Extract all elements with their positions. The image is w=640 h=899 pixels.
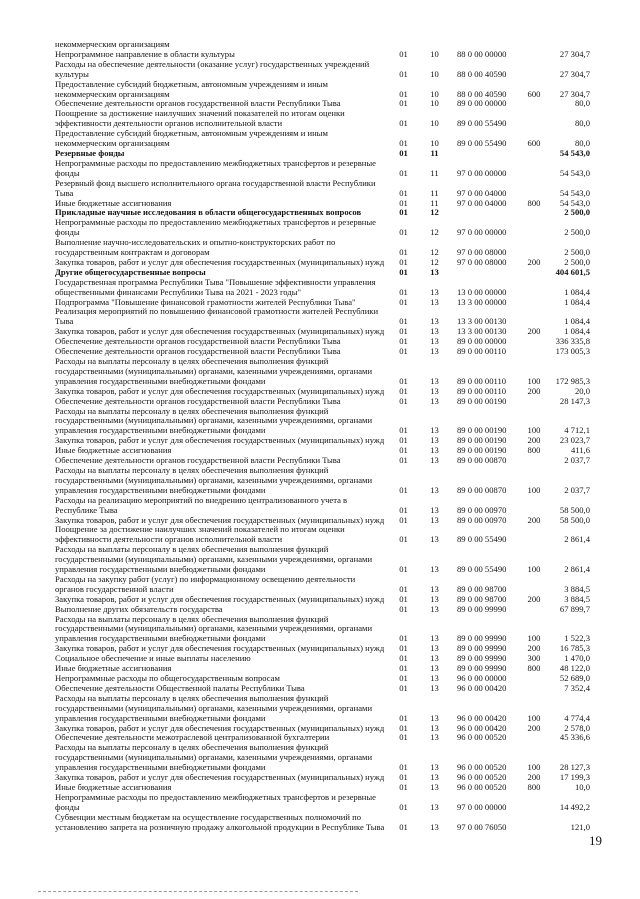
row-vr-code: 800: [527, 663, 541, 674]
row-csr-code: 89 0 00 55490: [457, 564, 507, 575]
row-csr-code: 96 0 00 00520: [457, 732, 507, 743]
row-amount: 54 543,0: [559, 167, 590, 178]
row-rz-code: 01: [399, 781, 408, 792]
row-rz-code: 01: [399, 296, 408, 307]
row-vr-code: 100: [527, 712, 541, 723]
budget-row: [0, 575, 640, 595]
row-name: Непрограммные расходы по предоставлению межбюджетных трансфертов и резервные фонды: [55, 791, 376, 812]
row-amount: 23 023,7: [559, 435, 590, 446]
row-rz-code: 01: [399, 712, 408, 723]
row-rz-code: 01: [399, 762, 408, 773]
row-pr-code: 13: [430, 425, 439, 436]
row-amount: 28 127,3: [559, 762, 590, 773]
row-pr-code: 13: [430, 395, 439, 406]
row-vr-code: 200: [527, 256, 541, 267]
row-pr-code: 12: [430, 227, 439, 238]
row-csr-code: 89 0 00 00190: [457, 395, 507, 406]
row-amount: 54 543,0: [559, 187, 590, 198]
row-csr-code: 89 0 00 00000: [457, 98, 507, 109]
row-csr-code: 97 0 00 00000: [457, 227, 507, 238]
budget-row: [0, 129, 640, 149]
row-rz-code: 01: [399, 118, 408, 129]
row-amount: 1 084,4: [564, 286, 590, 297]
row-vr-code: 800: [527, 197, 541, 208]
row-csr-code: 88 0 00 40590: [457, 88, 507, 99]
row-amount: 121,0: [570, 821, 590, 832]
row-pr-code: 13: [430, 673, 439, 683]
budget-row: [0, 159, 640, 179]
row-csr-code: 89 0 00 99990: [457, 603, 507, 614]
row-amount: 2 037,7: [564, 484, 590, 495]
row-csr-code: 13 3 00 00000: [457, 296, 507, 307]
row-csr-code: 89 0 00 99990: [457, 663, 507, 674]
row-vr-code: 300: [527, 653, 541, 664]
row-name: Закупка товаров, работ и услуг для обеспечения государственных (муниципальных) нужд: [55, 385, 385, 396]
row-csr-code: 96 0 00 00420: [457, 712, 507, 723]
row-csr-code: 89 0 00 98700: [457, 593, 507, 604]
row-name: Предоставление субсидий бюджетным, автономным учреждениям и иным некоммерческим организациям: [55, 128, 328, 149]
row-name: Резервные фонды: [55, 147, 125, 158]
row-amount: 2 578,0: [564, 722, 590, 733]
row-name: Выполнение других обязательств государства: [55, 603, 223, 614]
row-name: Иные бюджетные ассигнования: [55, 197, 172, 208]
row-pr-code: 13: [430, 801, 439, 812]
row-csr-code: 89 0 00 00110: [457, 375, 507, 386]
row-name: Обеспечение деятельности органов государственной власти Республики Тыва: [55, 395, 341, 406]
row-rz-code: 01: [399, 88, 408, 99]
budget-row: [0, 743, 640, 773]
row-rz-code: 01: [399, 801, 408, 812]
row-name: Предоставление субсидий бюджетным, автономным учреждениям и иным некоммерческим организациям: [55, 78, 328, 99]
row-csr-code: 89 0 00 99990: [457, 653, 507, 664]
row-rz-code: 01: [399, 435, 408, 446]
row-csr-code: 89 0 00 98700: [457, 583, 507, 594]
row-name: Поощрение за достижение наилучших значений показателей по итогам оценки эффективности деятельности органов исполнительной власти: [55, 524, 345, 545]
row-name: Субвенции местным бюджетам на осуществление государственных полномочий по установлению запрета на розничную продажу алкогольной продукции в Республике Тыва: [55, 811, 385, 832]
budget-row: [0, 615, 640, 645]
budget-row: [0, 218, 640, 238]
row-rz-code: 01: [399, 266, 408, 277]
row-amount: 3 884,5: [564, 583, 590, 594]
row-vr-code: 200: [527, 435, 541, 446]
row-amount: 1 470,0: [564, 653, 590, 664]
row-csr-code: 13 3 00 00130: [457, 316, 507, 327]
row-amount: 2 500,0: [564, 227, 590, 238]
row-amount: 16 785,3: [559, 643, 590, 654]
budget-row: [0, 357, 640, 387]
row-rz-code: 01: [399, 682, 408, 693]
row-name: Другие общегосударственные вопросы: [55, 266, 206, 277]
row-rz-code: 01: [399, 326, 408, 337]
row-csr-code: 89 0 00 00190: [457, 445, 507, 456]
row-rz-code: 01: [399, 336, 408, 347]
row-rz-code: 01: [399, 395, 408, 406]
row-csr-code: 89 0 00 99990: [457, 633, 507, 644]
row-rz-code: 01: [399, 316, 408, 327]
row-name: Непрограммное направление в области культуры: [55, 48, 235, 59]
row-amount: 54 543,0: [559, 147, 590, 158]
row-vr-code: 100: [527, 564, 541, 575]
row-pr-code: 13: [430, 762, 439, 773]
row-vr-code: 100: [527, 762, 541, 773]
budget-row: [0, 179, 640, 199]
budget-row: [0, 80, 640, 100]
row-name: Расходы на выплаты персоналу в целях обеспечения выполнения функций государственными (муниципальными) органами, казенными учреждениями, органами управления государственными внебюджетными фондами: [55, 742, 373, 773]
row-pr-code: 13: [430, 663, 439, 674]
row-name: Расходы на выплаты персоналу в целях обеспечения выполнения функций государственными (муниципальными) органами, казенными учреждениями, органами управления государственными внебюджетными фондами: [55, 544, 373, 575]
row-rz-code: 01: [399, 68, 408, 79]
row-vr-code: 600: [527, 88, 541, 99]
row-pr-code: 13: [430, 286, 439, 297]
row-pr-code: 10: [430, 98, 439, 109]
row-pr-code: 12: [430, 247, 439, 258]
row-rz-code: 01: [399, 425, 408, 436]
row-amount: 2 861,4: [564, 534, 590, 545]
row-amount: 2 500,0: [564, 207, 590, 218]
row-csr-code: 89 0 00 00870: [457, 455, 507, 466]
row-name: Иные бюджетные ассигнования: [55, 663, 172, 674]
row-amount: 80,0: [574, 98, 590, 109]
row-csr-code: 89 0 00 00190: [457, 425, 507, 436]
row-amount: 80,0: [574, 138, 590, 149]
row-vr-code: 100: [527, 425, 541, 436]
row-name: Государственная программа Республики Тыва "Повышение эффективности управления общественными финансами Республики Тыва на 2021 - 2023 годы": [55, 276, 376, 297]
row-pr-code: 13: [430, 296, 439, 307]
row-csr-code: 89 0 00 00970: [457, 504, 507, 515]
row-name: Прикладные научные исследования в области общегосударственных вопросов: [55, 207, 362, 218]
row-name: Иные бюджетные ассигнования: [55, 781, 172, 792]
row-amount: 80,0: [574, 118, 590, 129]
row-name: Расходы на обеспечение деятельности (оказание услуг) государственных учреждений культуры: [55, 58, 370, 79]
row-csr-code: 97 0 00 04000: [457, 197, 507, 208]
row-amount: 4 774,4: [564, 712, 590, 723]
row-pr-code: 13: [430, 266, 439, 277]
budget-row: [0, 278, 640, 298]
row-vr-code: 100: [527, 484, 541, 495]
row-pr-code: 10: [430, 68, 439, 79]
row-csr-code: 96 0 00 00520: [457, 772, 507, 783]
row-csr-code: 89 0 00 55490: [457, 138, 507, 149]
row-csr-code: 97 0 00 04000: [457, 187, 507, 198]
row-name: Поощрение за достижение наилучших значений показателей по итогам оценки эффективности деятельности органов исполнительной власти: [55, 108, 345, 129]
row-amount: 411,6: [570, 445, 590, 456]
row-pr-code: 13: [430, 593, 439, 604]
row-pr-code: 13: [430, 722, 439, 733]
row-name: Обеспечение деятельности органов государственной власти Республики Тыва: [55, 336, 341, 347]
row-vr-code: 200: [527, 772, 541, 783]
row-pr-code: 13: [430, 821, 439, 832]
row-rz-code: 01: [399, 514, 408, 525]
row-amount: 3 884,5: [564, 593, 590, 604]
row-pr-code: 13: [430, 653, 439, 664]
row-amount: 54 543,0: [559, 197, 590, 208]
row-amount: 58 500,0: [559, 504, 590, 515]
row-csr-code: 89 0 00 55490: [457, 118, 507, 129]
row-name: Закупка товаров, работ и услуг для обеспечения государственных (муниципальных) нужд: [55, 514, 385, 525]
budget-row: [0, 694, 640, 724]
budget-row: [0, 238, 640, 258]
row-rz-code: 01: [399, 633, 408, 644]
row-amount: 7 352,4: [564, 682, 590, 693]
row-amount: 2 500,0: [564, 256, 590, 267]
budget-row: [0, 525, 640, 545]
row-csr-code: 13 0 00 00000: [457, 286, 507, 297]
row-pr-code: 13: [430, 712, 439, 723]
row-vr-code: 200: [527, 385, 541, 396]
row-name: Закупка товаров, работ и услуг для обеспечения государственных (муниципальных) нужд: [55, 256, 385, 267]
row-csr-code: 89 0 00 55490: [457, 534, 507, 545]
row-amount: 58 500,0: [559, 514, 590, 525]
row-name: Резервный фонд высшего исполнительного органа государственной власти Республики Тыва: [55, 177, 376, 198]
row-amount: 1 084,4: [564, 326, 590, 337]
row-csr-code: 96 0 00 00000: [457, 673, 507, 683]
row-vr-code: 800: [527, 781, 541, 792]
row-name: Непрограммные расходы по общегосударственным вопросам: [55, 673, 280, 683]
row-pr-code: 13: [430, 336, 439, 347]
row-vr-code: 800: [527, 445, 541, 456]
row-amount: 2 500,0: [564, 247, 590, 258]
row-name: Закупка товаров, работ и услуг для обеспечения государственных (муниципальных) нужд: [55, 326, 385, 337]
row-rz-code: 01: [399, 247, 408, 258]
row-csr-code: 96 0 00 00520: [457, 762, 507, 773]
row-rz-code: 01: [399, 187, 408, 198]
row-amount: 27 304,7: [559, 48, 590, 59]
row-name: Расходы на реализацию мероприятий по внедрению централизованного учета в Республике Тыва: [55, 494, 348, 515]
row-vr-code: 200: [527, 643, 541, 654]
row-rz-code: 01: [399, 504, 408, 515]
row-pr-code: 13: [430, 583, 439, 594]
row-pr-code: 13: [430, 682, 439, 693]
row-pr-code: 11: [430, 147, 439, 158]
row-pr-code: 13: [430, 435, 439, 446]
row-rz-code: 01: [399, 603, 408, 614]
row-csr-code: 96 0 00 00420: [457, 682, 507, 693]
row-amount: 48 122,0: [559, 663, 590, 674]
row-amount: 4 712,1: [564, 425, 590, 436]
row-amount: 1 522,3: [564, 633, 590, 644]
budget-row: [0, 466, 640, 496]
row-vr-code: 200: [527, 326, 541, 337]
row-csr-code: 89 0 00 00970: [457, 514, 507, 525]
row-name: Расходы на выплаты персоналу в целях обеспечения выполнения функций государственными (муниципальными) органами, казенными учреждениями, органами управления государственными внебюджетными фондами: [55, 464, 373, 495]
row-csr-code: 89 0 00 00110: [457, 385, 507, 396]
row-pr-code: 13: [430, 781, 439, 792]
row-rz-code: 01: [399, 673, 408, 683]
row-pr-code: 13: [430, 346, 439, 357]
row-amount: 1 084,4: [564, 296, 590, 307]
row-amount: 1 084,4: [564, 316, 590, 327]
row-amount: 27 304,7: [559, 88, 590, 99]
row-name: Закупка товаров, работ и услуг для обеспечения государственных (муниципальных) нужд: [55, 643, 385, 654]
row-pr-code: 13: [430, 455, 439, 466]
row-pr-code: 11: [430, 167, 439, 178]
row-pr-code: 13: [430, 316, 439, 327]
row-name: Выполнение научно-исследовательских и опытно-конструкторских работ по государственным контрактам и договорам: [55, 237, 336, 258]
row-name: Закупка товаров, работ и услуг для обеспечения государственных (муниципальных) нужд: [55, 593, 385, 604]
budget-row: [0, 545, 640, 575]
row-vr-code: 100: [527, 375, 541, 386]
row-amount: 172 985,3: [555, 375, 590, 386]
row-pr-code: 12: [430, 207, 439, 218]
row-csr-code: 88 0 00 00000: [457, 48, 507, 59]
row-amount: 52 689,0: [559, 673, 590, 683]
row-name: Обеспечение деятельности межотраслевой централизованной бухгалтерии: [55, 732, 330, 743]
row-amount: 10,0: [574, 781, 590, 792]
row-vr-code: 200: [527, 514, 541, 525]
row-rz-code: 01: [399, 147, 408, 158]
row-name: Закупка товаров, работ и услуг для обеспечения государственных (муниципальных) нужд: [55, 772, 385, 783]
row-amount: 2 037,7: [564, 455, 590, 466]
row-pr-code: 10: [430, 118, 439, 129]
row-vr-code: 100: [527, 633, 541, 644]
row-pr-code: 13: [430, 732, 439, 743]
row-pr-code: 13: [430, 514, 439, 525]
row-rz-code: 01: [399, 583, 408, 594]
row-pr-code: 13: [430, 643, 439, 654]
row-vr-code: 600: [527, 138, 541, 149]
row-name: Непрограммные расходы по предоставлению межбюджетных трансфертов и резервные фонды: [55, 157, 376, 178]
row-pr-code: 13: [430, 385, 439, 396]
row-csr-code: 97 0 00 08000: [457, 247, 507, 258]
row-vr-code: 200: [527, 593, 541, 604]
row-csr-code: 97 0 00 76050: [457, 821, 507, 832]
row-name: Непрограммные расходы по предоставлению межбюджетных трансфертов и резервные фонды: [55, 217, 376, 238]
row-pr-code: 12: [430, 256, 439, 267]
row-pr-code: 13: [430, 564, 439, 575]
row-name: Закупка товаров, работ и услуг для обеспечения государственных (муниципальных) нужд: [55, 435, 385, 446]
row-rz-code: 01: [399, 286, 408, 297]
row-pr-code: 13: [430, 772, 439, 783]
row-rz-code: 01: [399, 256, 408, 267]
row-csr-code: 89 0 00 00190: [457, 435, 507, 446]
row-name: Иные бюджетные ассигнования: [55, 445, 172, 456]
row-name: Расходы на выплаты персоналу в целях обеспечения выполнения функций государственными (муниципальными) органами, казенными учреждениями, органами управления государственными внебюджетными фондами: [55, 613, 373, 644]
row-name: Обеспечение деятельности Общественной палаты Республики Тыва: [55, 682, 305, 693]
row-pr-code: 13: [430, 633, 439, 644]
row-csr-code: 13 3 00 00130: [457, 326, 507, 337]
row-pr-code: 13: [430, 534, 439, 545]
row-rz-code: 01: [399, 445, 408, 456]
row-amount: 14 492,2: [559, 801, 590, 812]
row-name: некоммерческим организациям: [55, 39, 170, 49]
row-rz-code: 01: [399, 534, 408, 545]
row-csr-code: 96 0 00 00420: [457, 722, 507, 733]
row-vr-code: 200: [527, 722, 541, 733]
row-amount: 336 335,8: [555, 336, 590, 347]
row-pr-code: 11: [430, 197, 439, 208]
budget-row: [0, 109, 640, 129]
row-name: Закупка товаров, работ и услуг для обеспечения государственных (муниципальных) нужд: [55, 722, 385, 733]
row-pr-code: 13: [430, 603, 439, 614]
row-rz-code: 01: [399, 346, 408, 357]
row-csr-code: 96 0 00 00520: [457, 781, 507, 792]
row-amount: 28 147,3: [559, 395, 590, 406]
row-rz-code: 01: [399, 732, 408, 743]
budget-row: [0, 307, 640, 327]
row-rz-code: 01: [399, 167, 408, 178]
row-rz-code: 01: [399, 643, 408, 654]
row-rz-code: 01: [399, 375, 408, 386]
row-pr-code: 10: [430, 48, 439, 59]
row-pr-code: 13: [430, 445, 439, 456]
row-rz-code: 01: [399, 484, 408, 495]
row-rz-code: 01: [399, 564, 408, 575]
row-rz-code: 01: [399, 385, 408, 396]
row-name: Социальное обеспечение и иные выплаты населению: [55, 653, 251, 664]
row-amount: 2 861,4: [564, 564, 590, 575]
row-amount: 27 304,7: [559, 68, 590, 79]
row-amount: 404 601,5: [555, 266, 590, 277]
row-pr-code: 13: [430, 326, 439, 337]
row-amount: 17 199,3: [559, 772, 590, 783]
row-csr-code: 97 0 00 08000: [457, 256, 507, 267]
row-rz-code: 01: [399, 455, 408, 466]
row-csr-code: 89 0 00 00110: [457, 346, 507, 357]
row-amount: 20,0: [574, 385, 590, 396]
row-rz-code: 01: [399, 98, 408, 109]
row-rz-code: 01: [399, 593, 408, 604]
budget-row: [0, 813, 640, 833]
row-rz-code: 01: [399, 48, 408, 59]
row-rz-code: 01: [399, 197, 408, 208]
row-pr-code: 13: [430, 375, 439, 386]
row-csr-code: 97 0 00 00000: [457, 801, 507, 812]
row-amount: 67 899,7: [559, 603, 590, 614]
row-name: Расходы на закупку работ (услуг) по информационному освещению деятельности органов государственной власти: [55, 573, 356, 594]
page-number: 19: [589, 833, 602, 848]
row-pr-code: 11: [430, 187, 439, 198]
row-name: Расходы на выплаты персоналу в целях обеспечения выполнения функций государственными (муниципальными) органами, казенными учреждениями, органами управления государственными внебюджетными фондами: [55, 405, 373, 436]
row-rz-code: 01: [399, 722, 408, 733]
budget-row: [0, 793, 640, 813]
budget-table: [0, 40, 640, 833]
row-amount: 173 005,3: [555, 346, 590, 357]
scan-edge-artifact: [38, 891, 358, 892]
row-csr-code: 97 0 00 00000: [457, 167, 507, 178]
row-rz-code: 01: [399, 821, 408, 832]
row-csr-code: 89 0 00 00000: [457, 336, 507, 347]
row-name: Обеспечение деятельности органов государственной власти Республики Тыва: [55, 346, 341, 357]
row-name: Обеспечение деятельности органов государственной власти Республики Тыва: [55, 455, 341, 466]
row-name: Обеспечение деятельности органов государственной власти Республики Тыва: [55, 98, 341, 109]
row-amount: 45 336,6: [559, 732, 590, 743]
row-name: Подпрограмма "Повышение финансовой грамотности жителей Республики Тыва": [55, 296, 356, 307]
budget-row: [0, 496, 640, 516]
row-pr-code: 13: [430, 484, 439, 495]
row-rz-code: 01: [399, 138, 408, 149]
budget-row: [0, 60, 640, 80]
row-pr-code: 10: [430, 138, 439, 149]
row-rz-code: 01: [399, 663, 408, 674]
row-rz-code: 01: [399, 653, 408, 664]
row-rz-code: 01: [399, 207, 408, 218]
row-pr-code: 13: [430, 504, 439, 515]
budget-row: [0, 407, 640, 437]
row-name: Реализация мероприятий по повышению финансовой грамотности жителей Республики Тыва: [55, 306, 379, 327]
row-rz-code: 01: [399, 227, 408, 238]
row-csr-code: 89 0 00 99990: [457, 643, 507, 654]
row-name: Расходы на выплаты персоналу в целях обеспечения выполнения функций государственными (муниципальными) органами, казенными учреждениями, органами управления государственными внебюджетными фондами: [55, 356, 373, 386]
row-name: Расходы на выплаты персоналу в целях обеспечения выполнения функций государственными (муниципальными) органами, казенными учреждениями, органами управления государственными внебюджетными фондами: [55, 692, 373, 723]
row-csr-code: 89 0 00 00870: [457, 484, 507, 495]
row-pr-code: 10: [430, 88, 439, 99]
row-csr-code: 88 0 00 40590: [457, 68, 507, 79]
row-rz-code: 01: [399, 772, 408, 783]
